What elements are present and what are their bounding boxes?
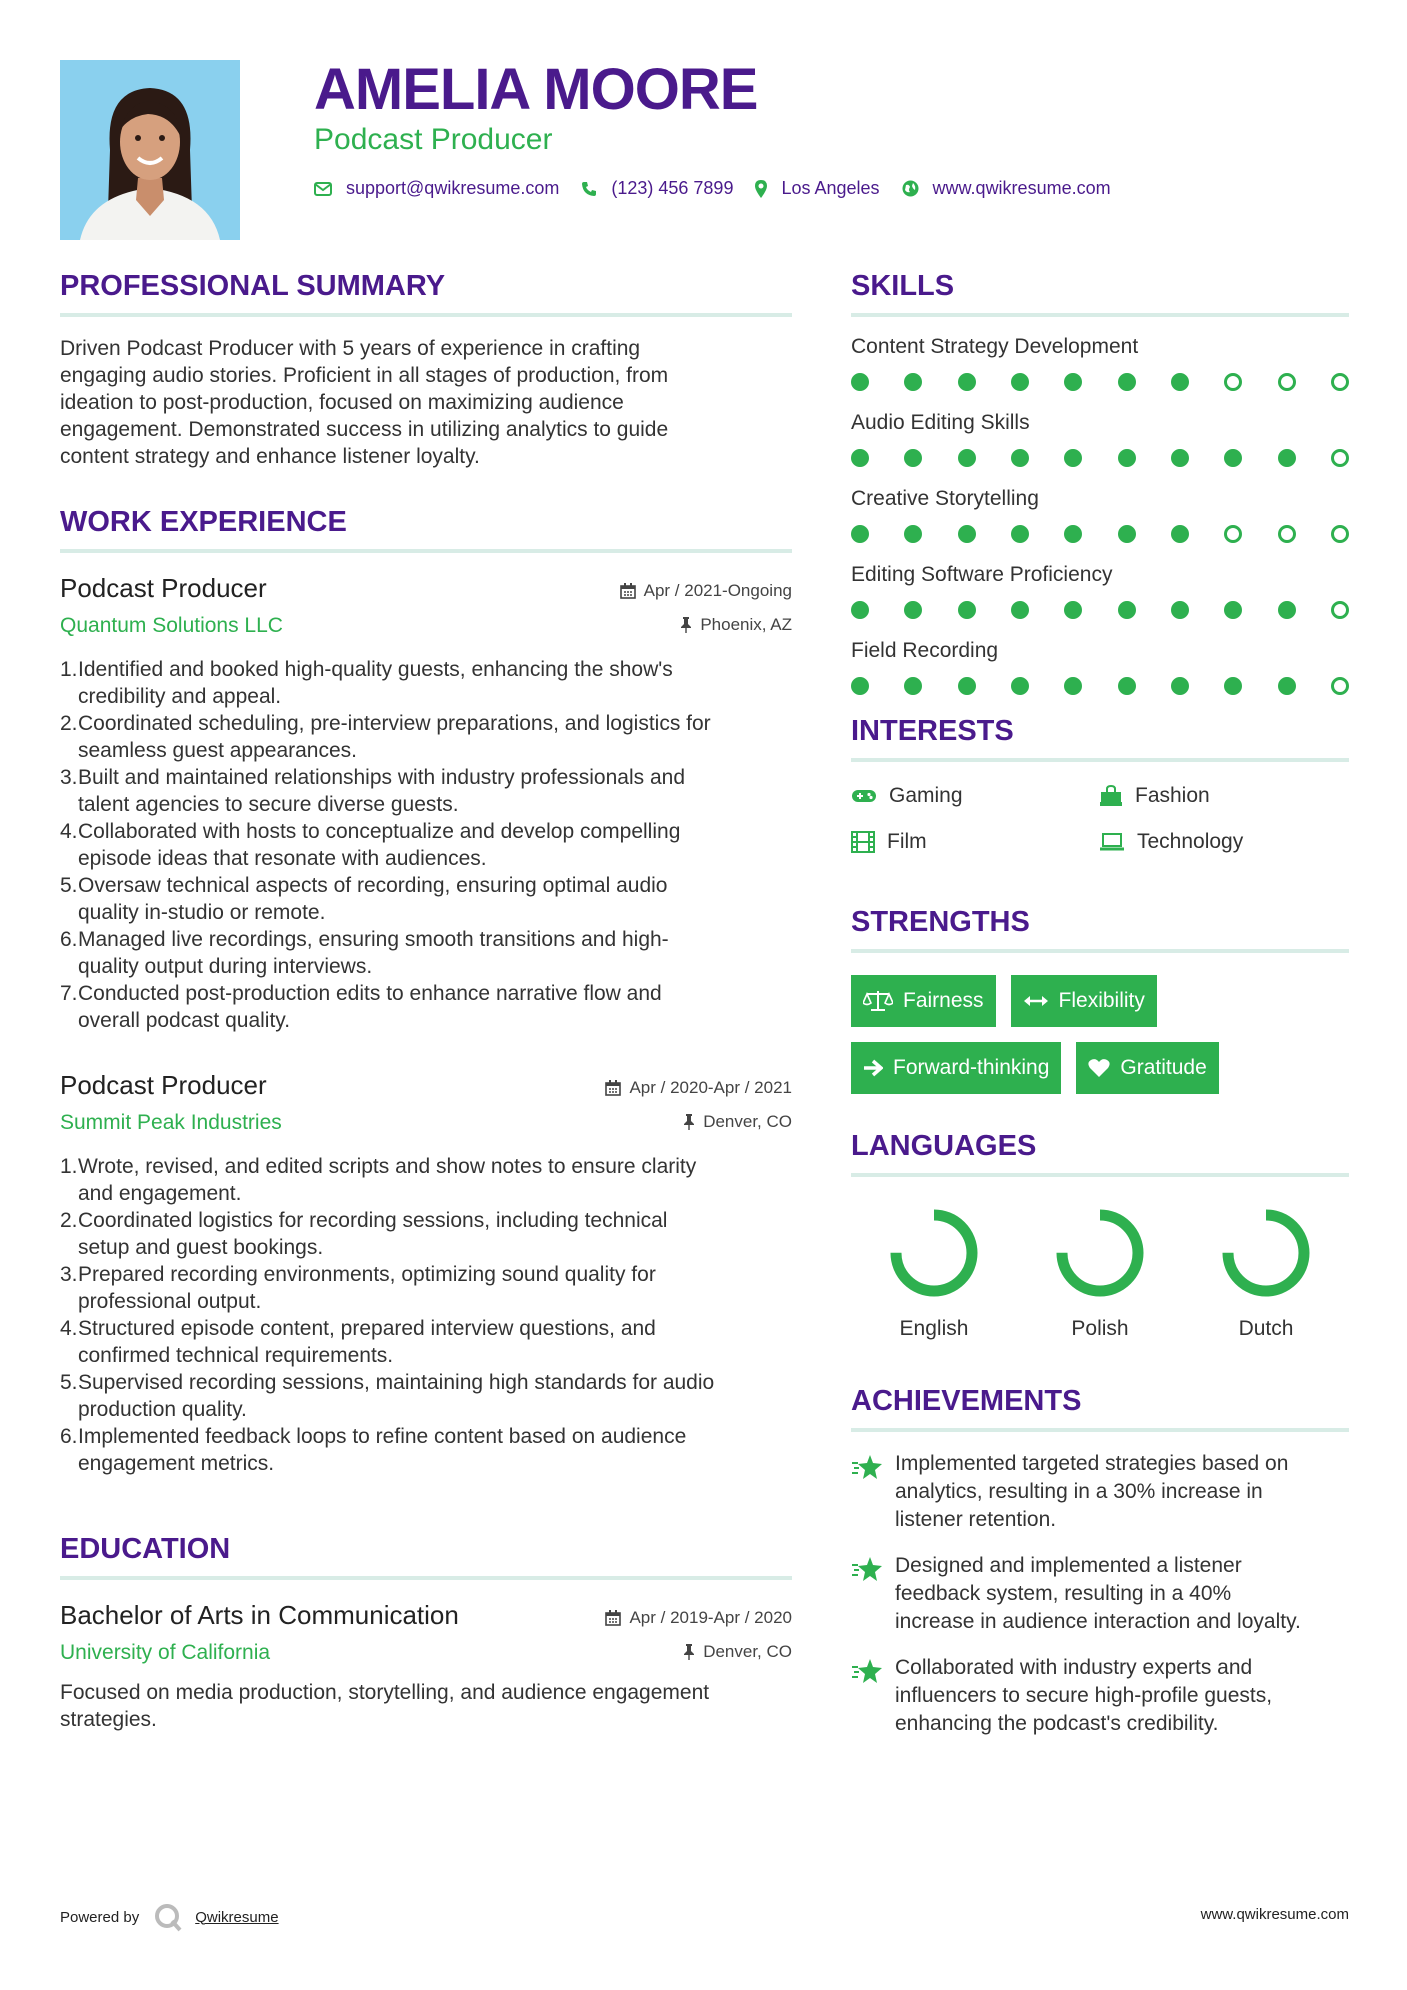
education-line: strategies. (60, 1708, 157, 1731)
language-level-arc (1228, 1215, 1304, 1291)
rating-dot-filled (958, 601, 976, 619)
achievement-item (851, 1654, 1349, 1738)
list-item: 2. Coordinated logistics for recording sessions, including technical setup and guest bookings. (60, 1209, 668, 1259)
summary-line: Driven Podcast Producer with 5 years of experience in crafting (60, 337, 641, 360)
skill-rating (851, 525, 1349, 543)
contact-phone[interactable] (581, 178, 733, 199)
education-dates (605, 1608, 792, 1628)
rating-dot-filled (1118, 525, 1136, 543)
skill-name: Editing Software Proficiency (851, 563, 1113, 586)
map-marker-icon (755, 180, 767, 198)
job-dates (620, 581, 792, 601)
rating-dot-filled (1011, 373, 1029, 391)
degree-title: Bachelor of Arts in Communication (60, 1600, 459, 1630)
rating-dot-filled (904, 677, 922, 695)
language-item (851, 1205, 1017, 1341)
interests-heading: INTERESTS (851, 715, 1349, 762)
job-entry (60, 1070, 792, 1477)
skills-list (851, 335, 1349, 695)
contact-website[interactable] (902, 178, 1111, 199)
achievement-line: influencers to secure high-profile guests, (895, 1684, 1273, 1707)
strength-label: Flexibility (1058, 989, 1145, 1012)
rating-dot-filled (904, 449, 922, 467)
star-icon (851, 1454, 883, 1480)
strength-label: Gratitude (1120, 1056, 1207, 1079)
strength-label: Fairness (903, 989, 984, 1012)
achievement-item (851, 1552, 1349, 1636)
languages-heading: LANGUAGES (851, 1130, 1349, 1177)
interest-label: Technology (1137, 830, 1244, 853)
envelope-icon (314, 182, 332, 196)
language-item (1017, 1205, 1183, 1341)
email-text: support@qwikresume.com (346, 178, 560, 198)
job-company: Quantum Solutions LLC (60, 614, 283, 637)
job-location-text: Denver, CO (703, 1112, 792, 1131)
rating-dot-empty (1331, 449, 1349, 467)
job-bullets (60, 656, 792, 1034)
strength-tag (851, 975, 996, 1027)
strength-tag (1011, 975, 1157, 1027)
contact-email[interactable] (314, 178, 559, 199)
rating-dot-empty (1331, 373, 1349, 391)
skill-rating (851, 601, 1349, 619)
contact-location (755, 178, 879, 199)
job-dates-text: Apr / 2021-Ongoing (643, 581, 792, 600)
language-level-ring (886, 1205, 982, 1301)
job-location (680, 615, 792, 635)
skill-rating (851, 677, 1349, 695)
rating-dot-filled (1064, 449, 1082, 467)
rating-dot-filled (1064, 677, 1082, 695)
achievement-line: Implemented targeted strategies based on (895, 1452, 1289, 1475)
balance-scale-icon (863, 990, 893, 1012)
education-location-text: Denver, CO (703, 1642, 792, 1661)
brand-link[interactable]: Qwikresume (195, 1908, 279, 1926)
rating-dot-filled (851, 373, 869, 391)
skill-name: Content Strategy Development (851, 335, 1139, 358)
list-item: 3. Prepared recording environments, optimizing sound quality for professional output. (60, 1263, 656, 1313)
rating-dot-filled (1278, 601, 1296, 619)
skill-rating (851, 373, 1349, 391)
strengths-list (851, 975, 1349, 1094)
summary-line: content strategy and enhance listener loyalty. (60, 445, 480, 468)
left-column (60, 270, 792, 1733)
gamepad-icon (851, 788, 877, 804)
achievement-line: analytics, resulting in a 30% increase in (895, 1480, 1263, 1503)
rating-dot-filled (958, 449, 976, 467)
pin-icon (683, 1644, 695, 1660)
qwikresume-logo-icon (153, 1902, 183, 1932)
achievement-line: feedback system, resulting in a 40% (895, 1582, 1232, 1605)
rating-dot-empty (1331, 601, 1349, 619)
phone-text: (123) 456 7899 (611, 178, 734, 198)
rating-dot-filled (904, 373, 922, 391)
arrow-right-icon (863, 1059, 883, 1077)
interest-label: Film (887, 830, 927, 853)
rating-dot-filled (1118, 601, 1136, 619)
rating-dot-filled (1224, 677, 1242, 695)
language-name: Polish (1071, 1317, 1129, 1340)
summary-heading: PROFESSIONAL SUMMARY (60, 270, 792, 317)
education-description (60, 1679, 792, 1733)
calendar-icon (620, 583, 636, 599)
summary-line: engagement. Demonstrated success in utilizing analytics to guide (60, 418, 669, 441)
rating-dot-filled (1064, 373, 1082, 391)
arrows-horizontal-icon (1023, 994, 1049, 1008)
rating-dot-empty (1224, 525, 1242, 543)
education-dates-text: Apr / 2019-Apr / 2020 (629, 1608, 792, 1627)
shopping-bag-icon (1099, 785, 1123, 807)
rating-dot-filled (958, 373, 976, 391)
powered-by-text: Powered by (60, 1908, 140, 1926)
rating-dot-filled (851, 601, 869, 619)
school-name: University of California (60, 1641, 271, 1664)
interest-item (1099, 784, 1349, 808)
rating-dot-filled (1011, 677, 1029, 695)
rating-dot-empty (1331, 525, 1349, 543)
rating-dot-empty (1331, 677, 1349, 695)
job-dates-text: Apr / 2020-Apr / 2021 (629, 1078, 792, 1097)
rating-dot-filled (958, 677, 976, 695)
rating-dot-filled (1171, 373, 1189, 391)
job-entry (60, 573, 792, 1034)
language-level-arc (1062, 1215, 1138, 1291)
list-item: 1. Identified and booked high-quality guests, enhancing the show's credibility and appeal. (60, 658, 673, 708)
rating-dot-filled (1118, 373, 1136, 391)
film-icon (851, 831, 875, 853)
achievement-item (851, 1450, 1349, 1534)
rating-dot-filled (1011, 449, 1029, 467)
language-level-ring (1052, 1205, 1148, 1301)
job-dates (605, 1078, 792, 1098)
calendar-icon (605, 1080, 621, 1096)
achievement-line: listener retention. (895, 1508, 1057, 1531)
footer-branding (60, 1902, 279, 1932)
job-location-text: Phoenix, AZ (700, 615, 792, 634)
skill-name: Audio Editing Skills (851, 411, 1030, 434)
language-name: English (899, 1317, 969, 1340)
list-item: 5. Supervised recording sessions, maintaining high standards for audio production quality. (60, 1371, 715, 1421)
language-item (1183, 1205, 1349, 1341)
footer-website[interactable]: www.qwikresume.com (1200, 1906, 1349, 1923)
list-item: 6. Managed live recordings, ensuring smooth transitions and high- quality output during interviews. (60, 928, 669, 978)
interests-list (851, 784, 1349, 854)
candidate-role: Podcast Producer (314, 123, 553, 156)
interest-item (1099, 830, 1349, 854)
achievement-line: increase in audience interaction and loyalty. (895, 1610, 1301, 1633)
rating-dot-filled (1171, 525, 1189, 543)
heart-icon (1088, 1058, 1110, 1078)
strengths-heading: STRENGTHS (851, 906, 1349, 953)
rating-dot-empty (1224, 373, 1242, 391)
language-name: Dutch (1238, 1317, 1294, 1340)
star-icon (851, 1658, 883, 1684)
summary-text (60, 335, 792, 470)
strength-tag (1076, 1042, 1218, 1094)
achievements-list (851, 1450, 1349, 1738)
education-location (683, 1642, 792, 1662)
rating-dot-filled (904, 601, 922, 619)
list-item: 4. Collaborated with hosts to conceptualize and develop compelling episode ideas that resonate with audiences. (60, 820, 681, 870)
skills-heading: SKILLS (851, 270, 1349, 317)
skill-name: Creative Storytelling (851, 487, 1039, 510)
list-item: 1. Wrote, revised, and edited scripts and show notes to ensure clarity and engagement. (60, 1155, 697, 1205)
rating-dot-filled (851, 449, 869, 467)
summary-line: engaging audio stories. Proficient in all stages of production, from (60, 364, 669, 387)
education-line: Focused on media production, storytelling, and audience engagement (60, 1681, 710, 1704)
rating-dot-empty (1278, 525, 1296, 543)
job-company: Summit Peak Industries (60, 1111, 282, 1134)
rating-dot-filled (851, 525, 869, 543)
right-column (851, 270, 1349, 1738)
education-heading: EDUCATION (60, 1533, 792, 1580)
education-entry (60, 1600, 792, 1733)
interest-label: Gaming (889, 784, 963, 807)
list-item: 7. Conducted post-production edits to enhance narrative flow and overall podcast quality. (60, 982, 662, 1032)
rating-dot-filled (904, 525, 922, 543)
languages-list (851, 1205, 1349, 1341)
skill-rating (851, 449, 1349, 467)
rating-dot-filled (851, 677, 869, 695)
candidate-name: AMELIA MOORE (314, 57, 758, 122)
list-item: 4. Structured episode content, prepared interview questions, and confirmed technical requirements. (60, 1317, 656, 1367)
list-item: 5. Oversaw technical aspects of recording, ensuring optimal audio quality in-studio or remote. (60, 874, 668, 924)
achievement-line: enhancing the podcast's credibility. (895, 1712, 1219, 1735)
job-title: Podcast Producer (60, 1070, 267, 1100)
rating-dot-filled (1171, 449, 1189, 467)
rating-dot-filled (1011, 601, 1029, 619)
rating-dot-filled (958, 525, 976, 543)
list-item: 3. Built and maintained relationships with industry professionals and talent agencies to secure diverse guests. (60, 766, 686, 816)
contact-bar (314, 178, 1133, 199)
pin-icon (680, 617, 692, 633)
rating-dot-filled (1278, 449, 1296, 467)
rating-dot-empty (1278, 373, 1296, 391)
rating-dot-filled (1171, 601, 1189, 619)
location-text: Los Angeles (781, 178, 880, 198)
achievement-line: Collaborated with industry experts and (895, 1656, 1253, 1679)
interest-label: Fashion (1135, 784, 1210, 807)
rating-dot-filled (1224, 601, 1242, 619)
interest-item (851, 784, 1099, 808)
job-title: Podcast Producer (60, 573, 267, 603)
language-level-arc (896, 1215, 972, 1291)
star-icon (851, 1556, 883, 1582)
website-text: www.qwikresume.com (932, 178, 1111, 198)
rating-dot-filled (1278, 677, 1296, 695)
rating-dot-filled (1118, 677, 1136, 695)
pin-icon (683, 1114, 695, 1130)
rating-dot-filled (1224, 449, 1242, 467)
phone-icon (581, 181, 597, 197)
skill-name: Field Recording (851, 639, 999, 662)
rating-dot-filled (1118, 449, 1136, 467)
rating-dot-filled (1011, 525, 1029, 543)
laptop-icon (1099, 833, 1125, 851)
experience-heading: WORK EXPERIENCE (60, 506, 792, 553)
achievements-heading: ACHIEVEMENTS (851, 1385, 1349, 1432)
rating-dot-filled (1171, 677, 1189, 695)
rating-dot-filled (1064, 601, 1082, 619)
list-item: 6. Implemented feedback loops to refine content based on audience engagement metrics. (60, 1425, 687, 1475)
rating-dot-filled (1064, 525, 1082, 543)
calendar-icon (605, 1610, 621, 1626)
summary-line: ideation to post-production, focused on maximizing audience (60, 391, 624, 414)
job-location (683, 1112, 792, 1132)
list-item: 2. Coordinated scheduling, pre-interview preparations, and logistics for seamless guest appearances. (60, 712, 711, 762)
interest-item (851, 830, 1099, 854)
strength-label: Forward-thinking (893, 1056, 1050, 1079)
job-bullets (60, 1153, 792, 1477)
strength-tag (851, 1042, 1061, 1094)
achievement-line: Designed and implemented a listener (895, 1554, 1242, 1577)
globe-icon (902, 180, 919, 197)
profile-photo (60, 60, 240, 240)
language-level-ring (1218, 1205, 1314, 1301)
